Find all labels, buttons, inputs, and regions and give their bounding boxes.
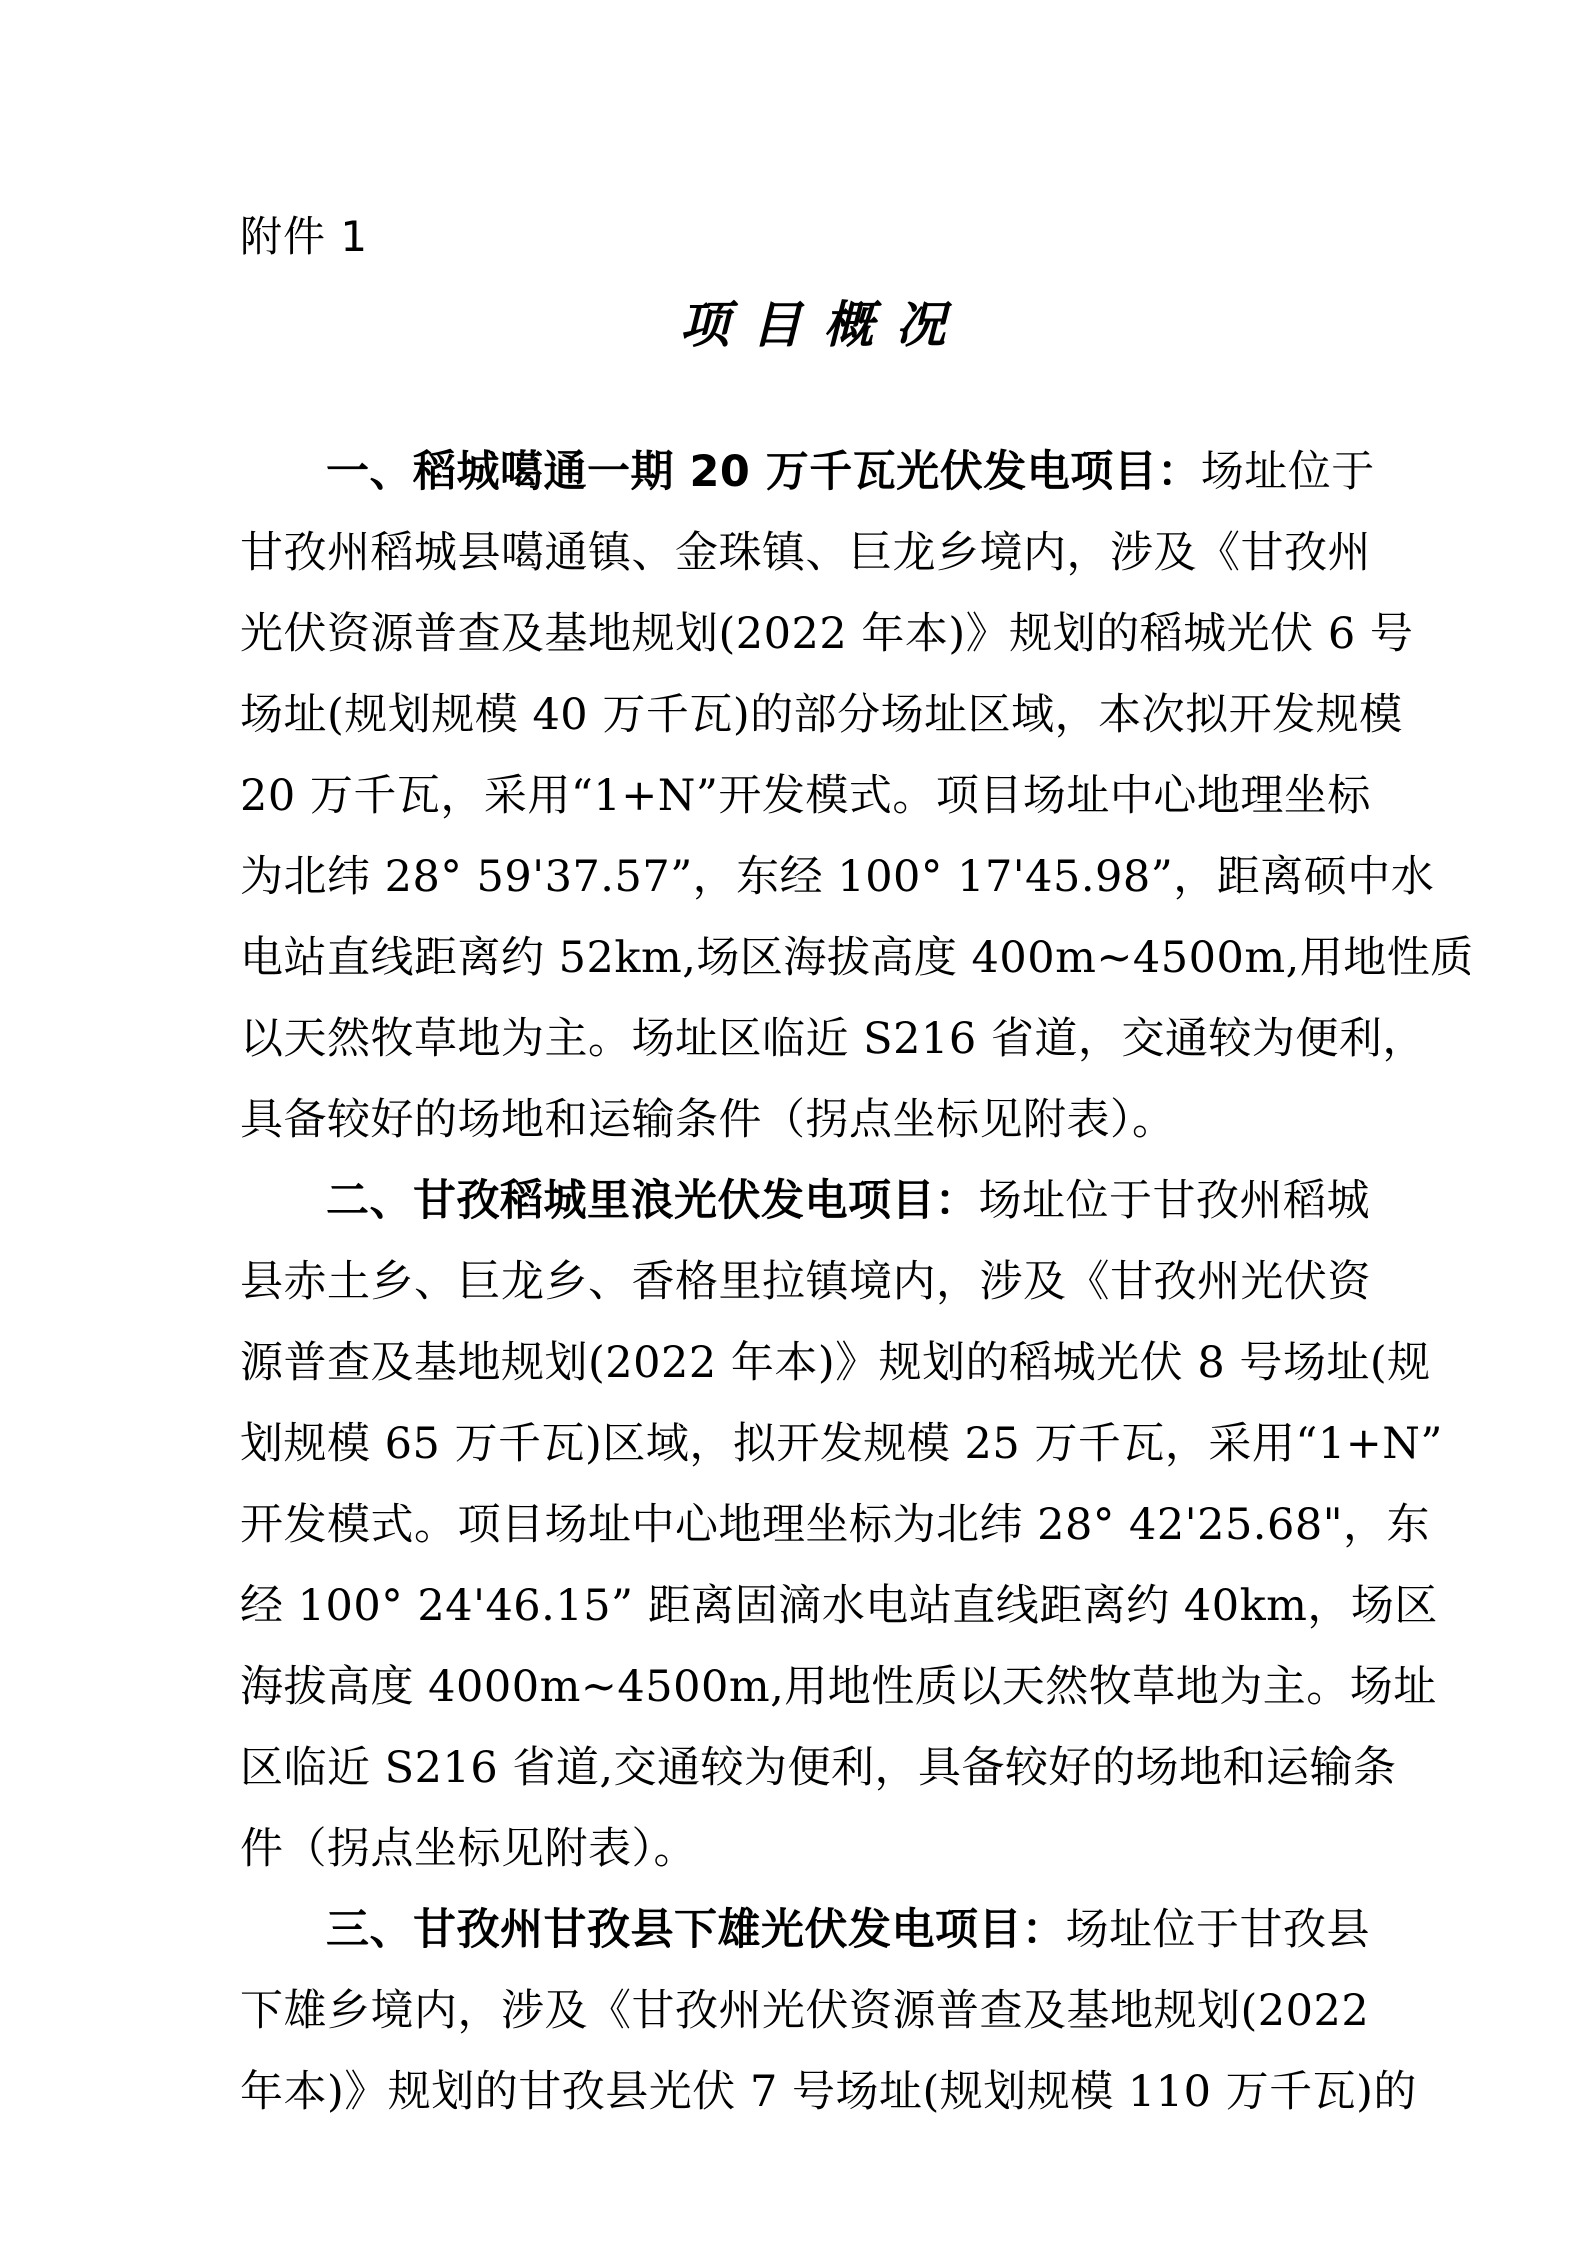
paragraph-line: 场址(规划规模 40 万千瓦)的部分场址区域，本次拟开发规模 <box>240 690 1403 740</box>
paragraph-line: 下雄乡境内，涉及《甘孜州光伏资源普查及基地规划(2022 <box>240 1986 1370 2036</box>
paragraph-line: 划规模 65 万千瓦)区域，拟开发规模 25 万千瓦，采用“1+N” <box>240 1419 1443 1469</box>
paragraph-line: 为北纬 28° 59'37.57”，东经 100° 17'45.98”，距离硕中水 <box>240 852 1435 902</box>
paragraph-line: 20 万千瓦，采用“1+N”开发模式。项目场址中心地理坐标 <box>240 771 1371 821</box>
document-body <box>240 432 1474 2133</box>
document-title: 项目概况 <box>679 295 968 354</box>
paragraph-line: 以天然牧草地为主。场址区临近 S216 省道，交通较为便利， <box>240 1014 1426 1064</box>
section-heading: 一、稻城噶通一期 20 万千瓦光伏发电项目： <box>326 447 1201 497</box>
paragraph-line: 甘孜州稻城县噶通镇、金珠镇、巨龙乡境内，涉及《甘孜州 <box>240 528 1371 578</box>
paragraph-line: 年本)》规划的甘孜县光伏 7 号场址(规划规模 110 万千瓦)的 <box>240 2067 1417 2117</box>
paragraph-line: 件（拐点坐标见附表）。 <box>240 1824 697 1874</box>
paragraph-line: 电站直线距离约 52km,场区海拔高度 400m~4500m,用地性质 <box>240 933 1474 983</box>
section-3 <box>240 1890 1417 2133</box>
section-heading: 二、甘孜稻城里浪光伏发电项目： <box>326 1176 979 1226</box>
section-heading-line <box>240 1161 1370 1242</box>
section-text: 场址位于甘孜县 <box>1065 1905 1370 1955</box>
paragraph-line: 海拔高度 4000m~4500m,用地性质以天然牧草地为主。场址 <box>240 1662 1437 1712</box>
paragraph-line: 光伏资源普查及基地规划(2022 年本)》规划的稻城光伏 6 号 <box>240 609 1414 659</box>
paragraph-line: 县赤土乡、巨龙乡、香格里拉镇境内，涉及《甘孜州光伏资 <box>240 1257 1371 1307</box>
attachment-label: 附件 1 <box>240 212 369 261</box>
section-heading-line <box>240 1890 1370 1971</box>
section-text: 场址位于甘孜州稻城 <box>978 1176 1370 1226</box>
paragraph-line: 经 100° 24'46.15” 距离固滴水电站直线距离约 40km，场区 <box>240 1581 1438 1631</box>
section-2 <box>240 1161 1443 1890</box>
section-text: 场址位于 <box>1200 447 1375 497</box>
paragraph-line: 区临近 S216 省道,交通较为便利，具备较好的场地和运输条 <box>240 1743 1397 1793</box>
section-heading: 三、甘孜州甘孜县下雄光伏发电项目： <box>326 1905 1066 1955</box>
paragraph-line: 具备较好的场地和运输条件（拐点坐标见附表）。 <box>240 1095 1176 1145</box>
section-1 <box>240 432 1474 1161</box>
paragraph-line: 开发模式。项目场址中心地理坐标为北纬 28° 42'25.68"，东 <box>240 1500 1430 1550</box>
paragraph-line: 源普查及基地规划(2022 年本)》规划的稻城光伏 8 号场址(规 <box>240 1338 1431 1388</box>
section-heading-line <box>240 432 1375 513</box>
